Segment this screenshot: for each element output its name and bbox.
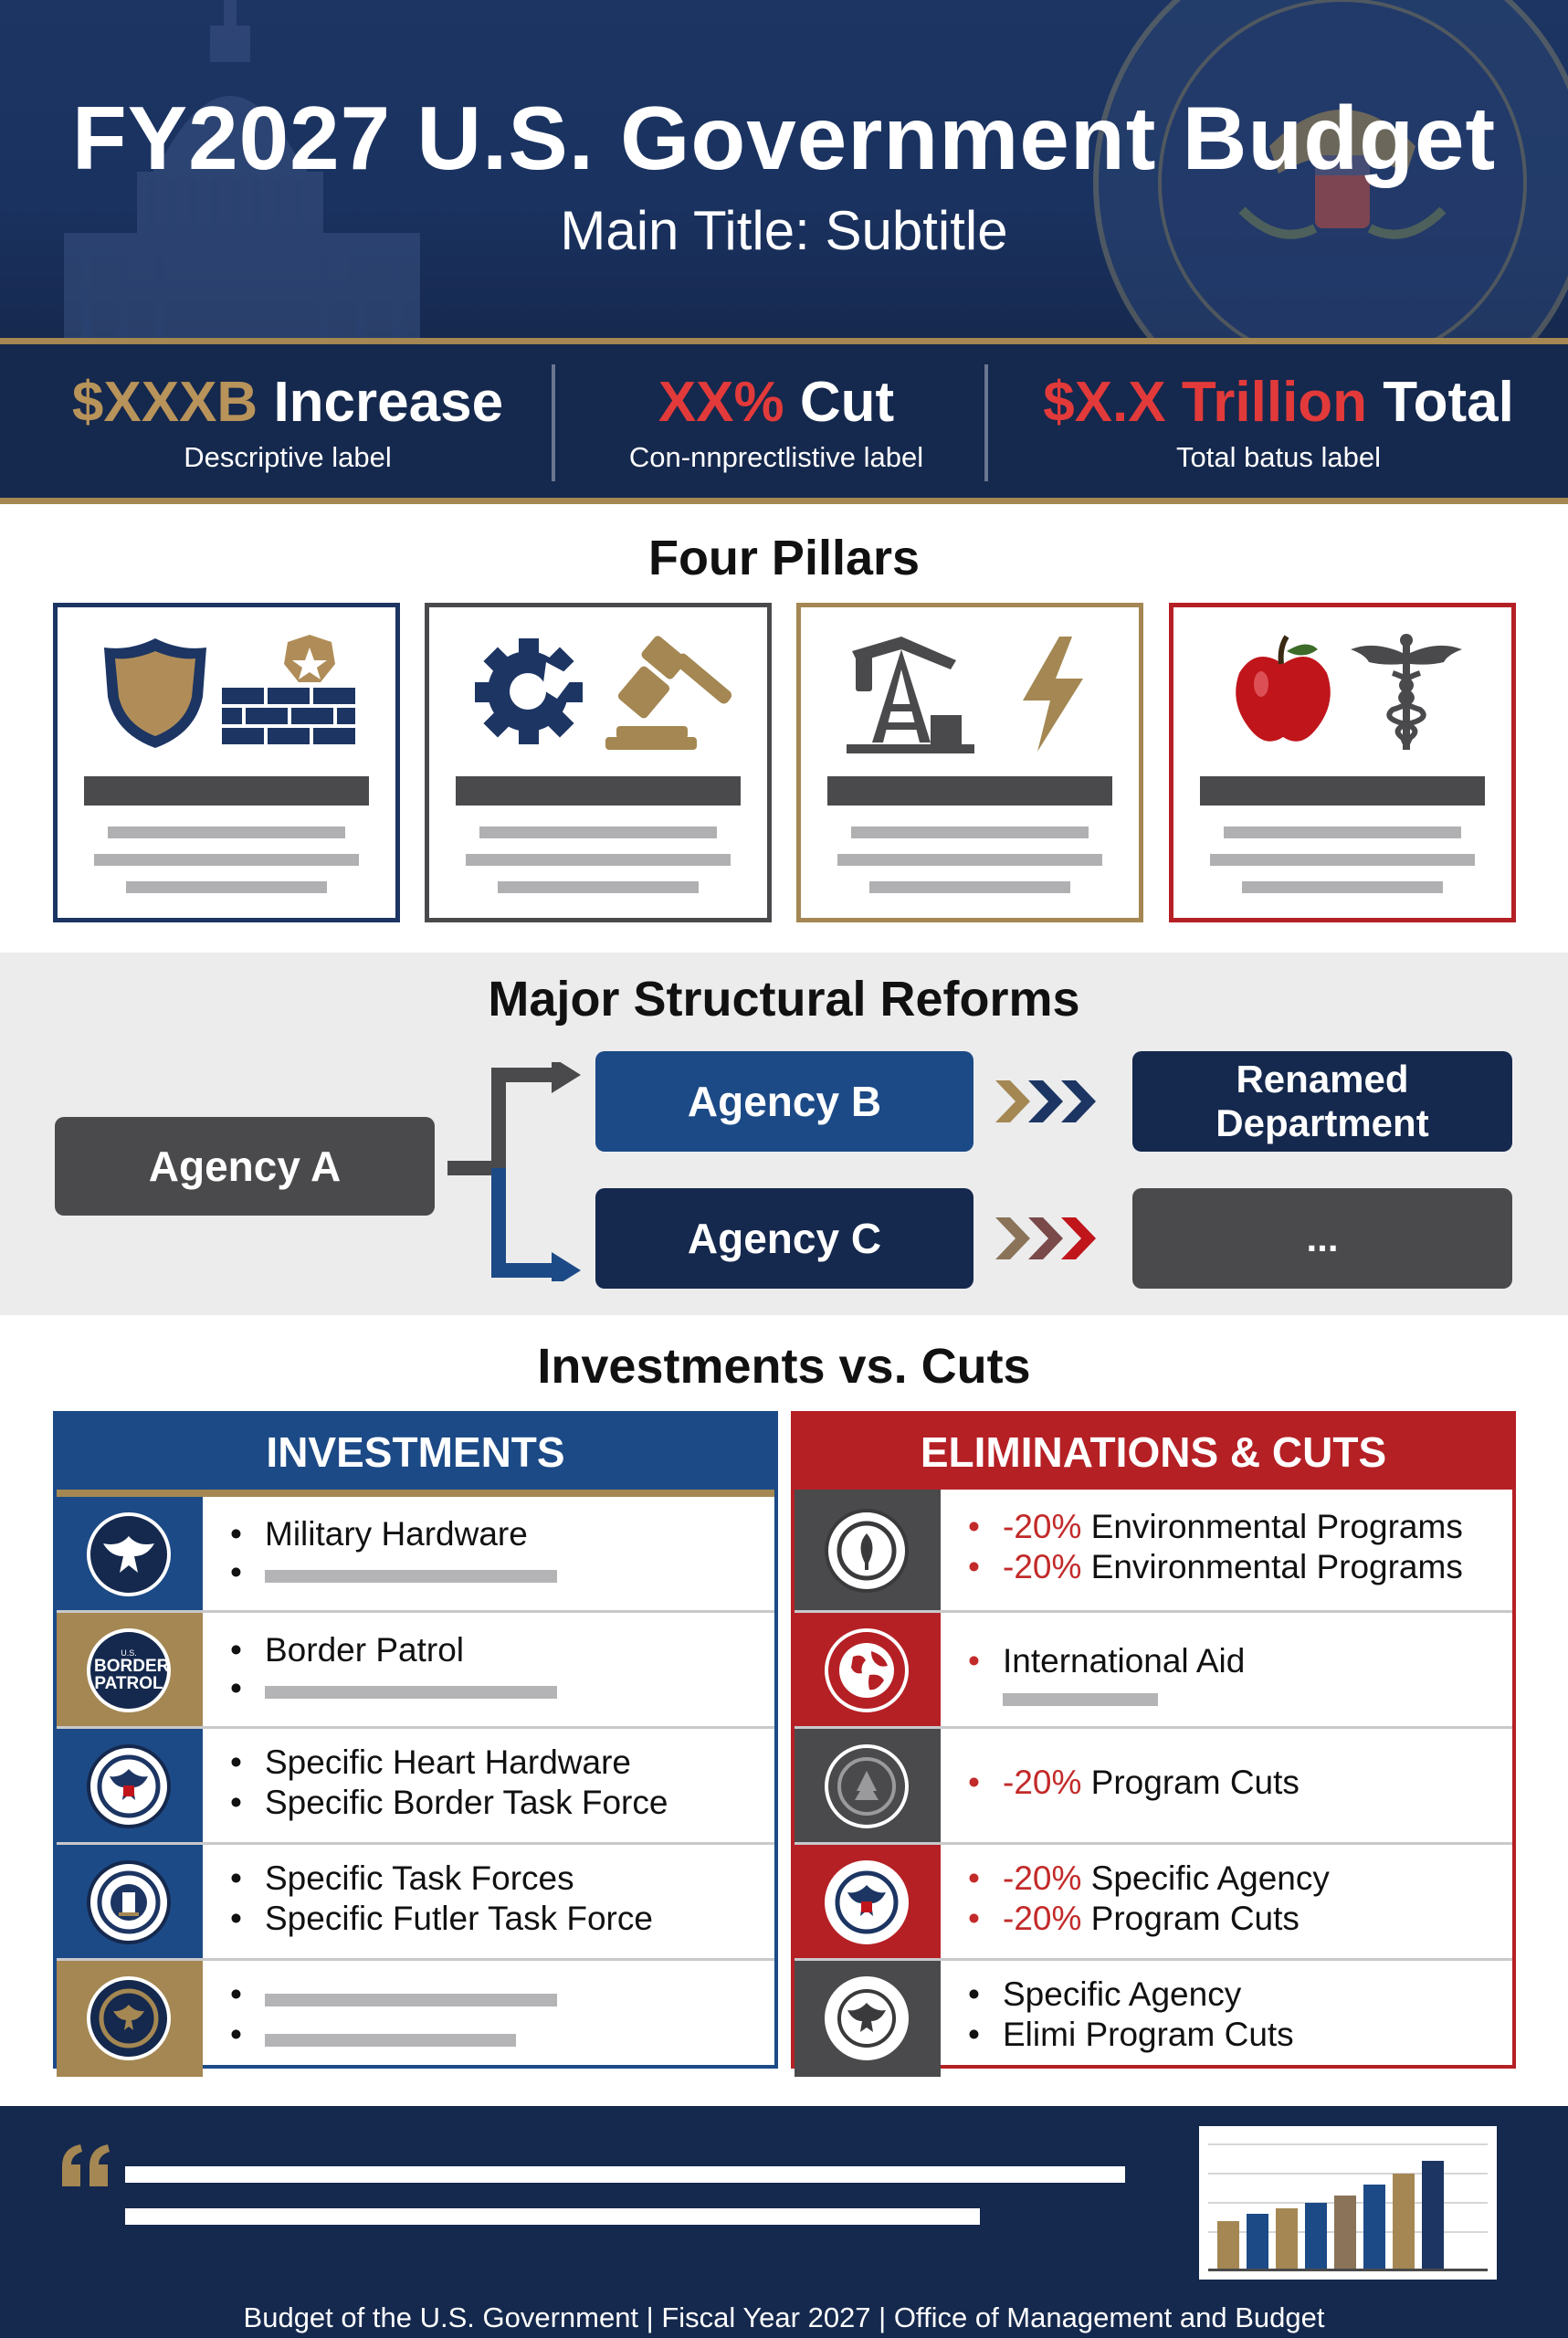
investments-panel [53, 1411, 778, 2069]
reforms-section [0, 953, 1568, 1315]
stat-value: $XXXB [71, 371, 258, 434]
badge-text: BORDER PATROL [94, 1656, 170, 1693]
cut-item: Program Cuts [1090, 1764, 1300, 1801]
border-patrol-badge-icon [87, 1628, 171, 1712]
reforms-title: Major Structural Reforms [488, 972, 1080, 1027]
text-placeholder [265, 2034, 516, 2047]
cut-item: Program Cuts [1090, 1900, 1300, 1937]
lightning-icon [1016, 635, 1089, 753]
divider [57, 1490, 774, 1497]
stat-increase [37, 344, 539, 498]
stat-word: Total [1383, 371, 1514, 434]
eagle-seal-icon [87, 1512, 171, 1596]
branch-arrow-icon [444, 1062, 590, 1281]
divider [0, 338, 1568, 344]
stat-value: $X.X Trillion [1043, 371, 1368, 434]
text-placeholder [1210, 854, 1475, 866]
cut-percent: -20% [1003, 1548, 1082, 1585]
department-seal-icon [87, 1860, 171, 1944]
shield-icon [99, 633, 213, 752]
pillar-heading-placeholder [456, 776, 741, 806]
cut-item: Environmental Programs [1090, 1508, 1463, 1545]
agency-seal-icon [87, 1976, 171, 2060]
caduceus-icon [1347, 633, 1466, 752]
stat-label: Con-nnprectlistive label [628, 441, 924, 473]
stat-value: XX% [658, 371, 784, 434]
cut-percent: -20% [1003, 1900, 1082, 1937]
investment-row: • • [57, 1961, 774, 2077]
comparison-title: Investments vs. Cuts [537, 1339, 1031, 1394]
investment-row: • Specific Heart Hardware • Specific Border Task Force [57, 1729, 774, 1845]
text-placeholder [1224, 827, 1461, 838]
cut-row: • Specific Agency • Elimi Program Cuts [795, 1961, 1512, 2077]
agency-a-box: Agency A [55, 1117, 435, 1216]
badge-small-text: U.S. [121, 1648, 137, 1658]
quote-line-placeholder [125, 2166, 1125, 2183]
investment-item: Specific Task Forces [265, 1859, 574, 1897]
cut-item: Elimi Program Cuts [1003, 2016, 1294, 2053]
pillar-heading-placeholder [84, 776, 369, 806]
pillar-card-health [1169, 603, 1516, 922]
quote-band [0, 2106, 1568, 2323]
page-title: FY2027 U.S. Government Budget [71, 88, 1497, 188]
cut-row: • -20% Specific Agency • -20% Program Cuts [795, 1845, 1512, 1961]
bar-chart-icon [1199, 2126, 1497, 2280]
text-placeholder [851, 827, 1089, 838]
cut-percent: -20% [1003, 1764, 1082, 1801]
cut-item: International Aid [1003, 1642, 1246, 1680]
investment-item: Specific Heart Hardware [265, 1743, 631, 1781]
text-placeholder [265, 1686, 557, 1699]
cut-item: Environmental Programs [1090, 1548, 1463, 1585]
agency-seal-icon [825, 1744, 909, 1828]
pending-department-box: ... [1132, 1188, 1512, 1289]
wall-icon [222, 688, 355, 744]
text-placeholder [265, 1570, 557, 1583]
divider [552, 364, 555, 481]
text-placeholder [498, 881, 699, 893]
pillar-card-government [425, 603, 772, 922]
agency-c-box: Agency C [595, 1188, 973, 1289]
text-placeholder [466, 854, 731, 866]
pillar-card-security [53, 603, 400, 922]
homeland-security-seal-icon [825, 1860, 909, 1944]
cut-item: Specific Agency [1003, 1975, 1242, 2013]
investment-item: Specific Futler Task Force [265, 1900, 653, 1937]
cut-percent: -20% [1003, 1859, 1082, 1897]
badge-icon [220, 633, 366, 752]
cuts-panel [791, 1411, 1516, 2069]
renamed-department-box: Renamed Department [1132, 1051, 1512, 1152]
cut-row: • International Aid [795, 1613, 1512, 1729]
investment-item: Military Hardware [265, 1515, 528, 1553]
investment-row: U.S. BORDER PATROL • Border Patrol • [57, 1613, 774, 1729]
stat-word: Cut [799, 371, 895, 434]
pillar-card-energy [796, 603, 1143, 922]
gear-icon [466, 635, 594, 753]
text-placeholder [94, 854, 359, 866]
environmental-seal-icon [825, 1509, 909, 1593]
divider [0, 498, 1568, 504]
globe-icon [825, 1628, 909, 1712]
stats-bar [0, 344, 1568, 498]
investment-row: • Specific Task Forces • Specific Futler Task Force [57, 1845, 774, 1961]
text-placeholder [108, 827, 345, 838]
stat-label: Descriptive label [184, 441, 392, 473]
stat-label: Total batus label [1175, 441, 1382, 473]
text-placeholder [1242, 881, 1443, 893]
page-subtitle: Main Title: Subtitle [560, 200, 1008, 261]
text-placeholder [126, 881, 327, 893]
text-placeholder [837, 854, 1102, 866]
pillars-title: Four Pillars [647, 531, 921, 585]
agency-b-box: Agency B [595, 1051, 973, 1152]
investments-heading: INVESTMENTS [57, 1415, 774, 1490]
cut-row: • -20% Environmental Programs • -20% Environmental Programs [795, 1490, 1512, 1613]
homeland-security-seal-icon [87, 1744, 171, 1828]
chevrons-icon [994, 1216, 1103, 1261]
footer-text: Budget of the U.S. Government | Fiscal Year 2027 | Office of Management and Budget [0, 2298, 1568, 2338]
gavel-icon [598, 635, 740, 753]
text-placeholder [265, 1994, 557, 2006]
eagle-seal-icon [825, 1976, 909, 2060]
investment-row: • Military Hardware • [57, 1497, 774, 1613]
oil-derrick-icon [847, 633, 993, 756]
apple-icon [1228, 633, 1338, 752]
divider [984, 364, 988, 481]
cut-row: • -20% Program Cuts [795, 1729, 1512, 1845]
chevrons-icon [994, 1079, 1103, 1124]
cut-item: Specific Agency [1090, 1859, 1330, 1897]
quote-line-placeholder [125, 2208, 980, 2225]
cuts-heading: ELIMINATIONS & CUTS [795, 1415, 1512, 1490]
text-placeholder [479, 827, 717, 838]
stat-cut [566, 344, 986, 498]
stat-total [1000, 344, 1557, 498]
stat-word: Increase [273, 371, 504, 434]
pillar-heading-placeholder [827, 776, 1112, 806]
quote-icon [60, 2143, 111, 2188]
investment-item: Specific Border Task Force [265, 1784, 668, 1821]
text-placeholder [869, 881, 1070, 893]
header-banner [0, 0, 1568, 338]
text-placeholder [1003, 1693, 1158, 1706]
cut-percent: -20% [1003, 1508, 1082, 1545]
investment-item: Border Patrol [265, 1631, 464, 1669]
pillar-heading-placeholder [1200, 776, 1485, 806]
